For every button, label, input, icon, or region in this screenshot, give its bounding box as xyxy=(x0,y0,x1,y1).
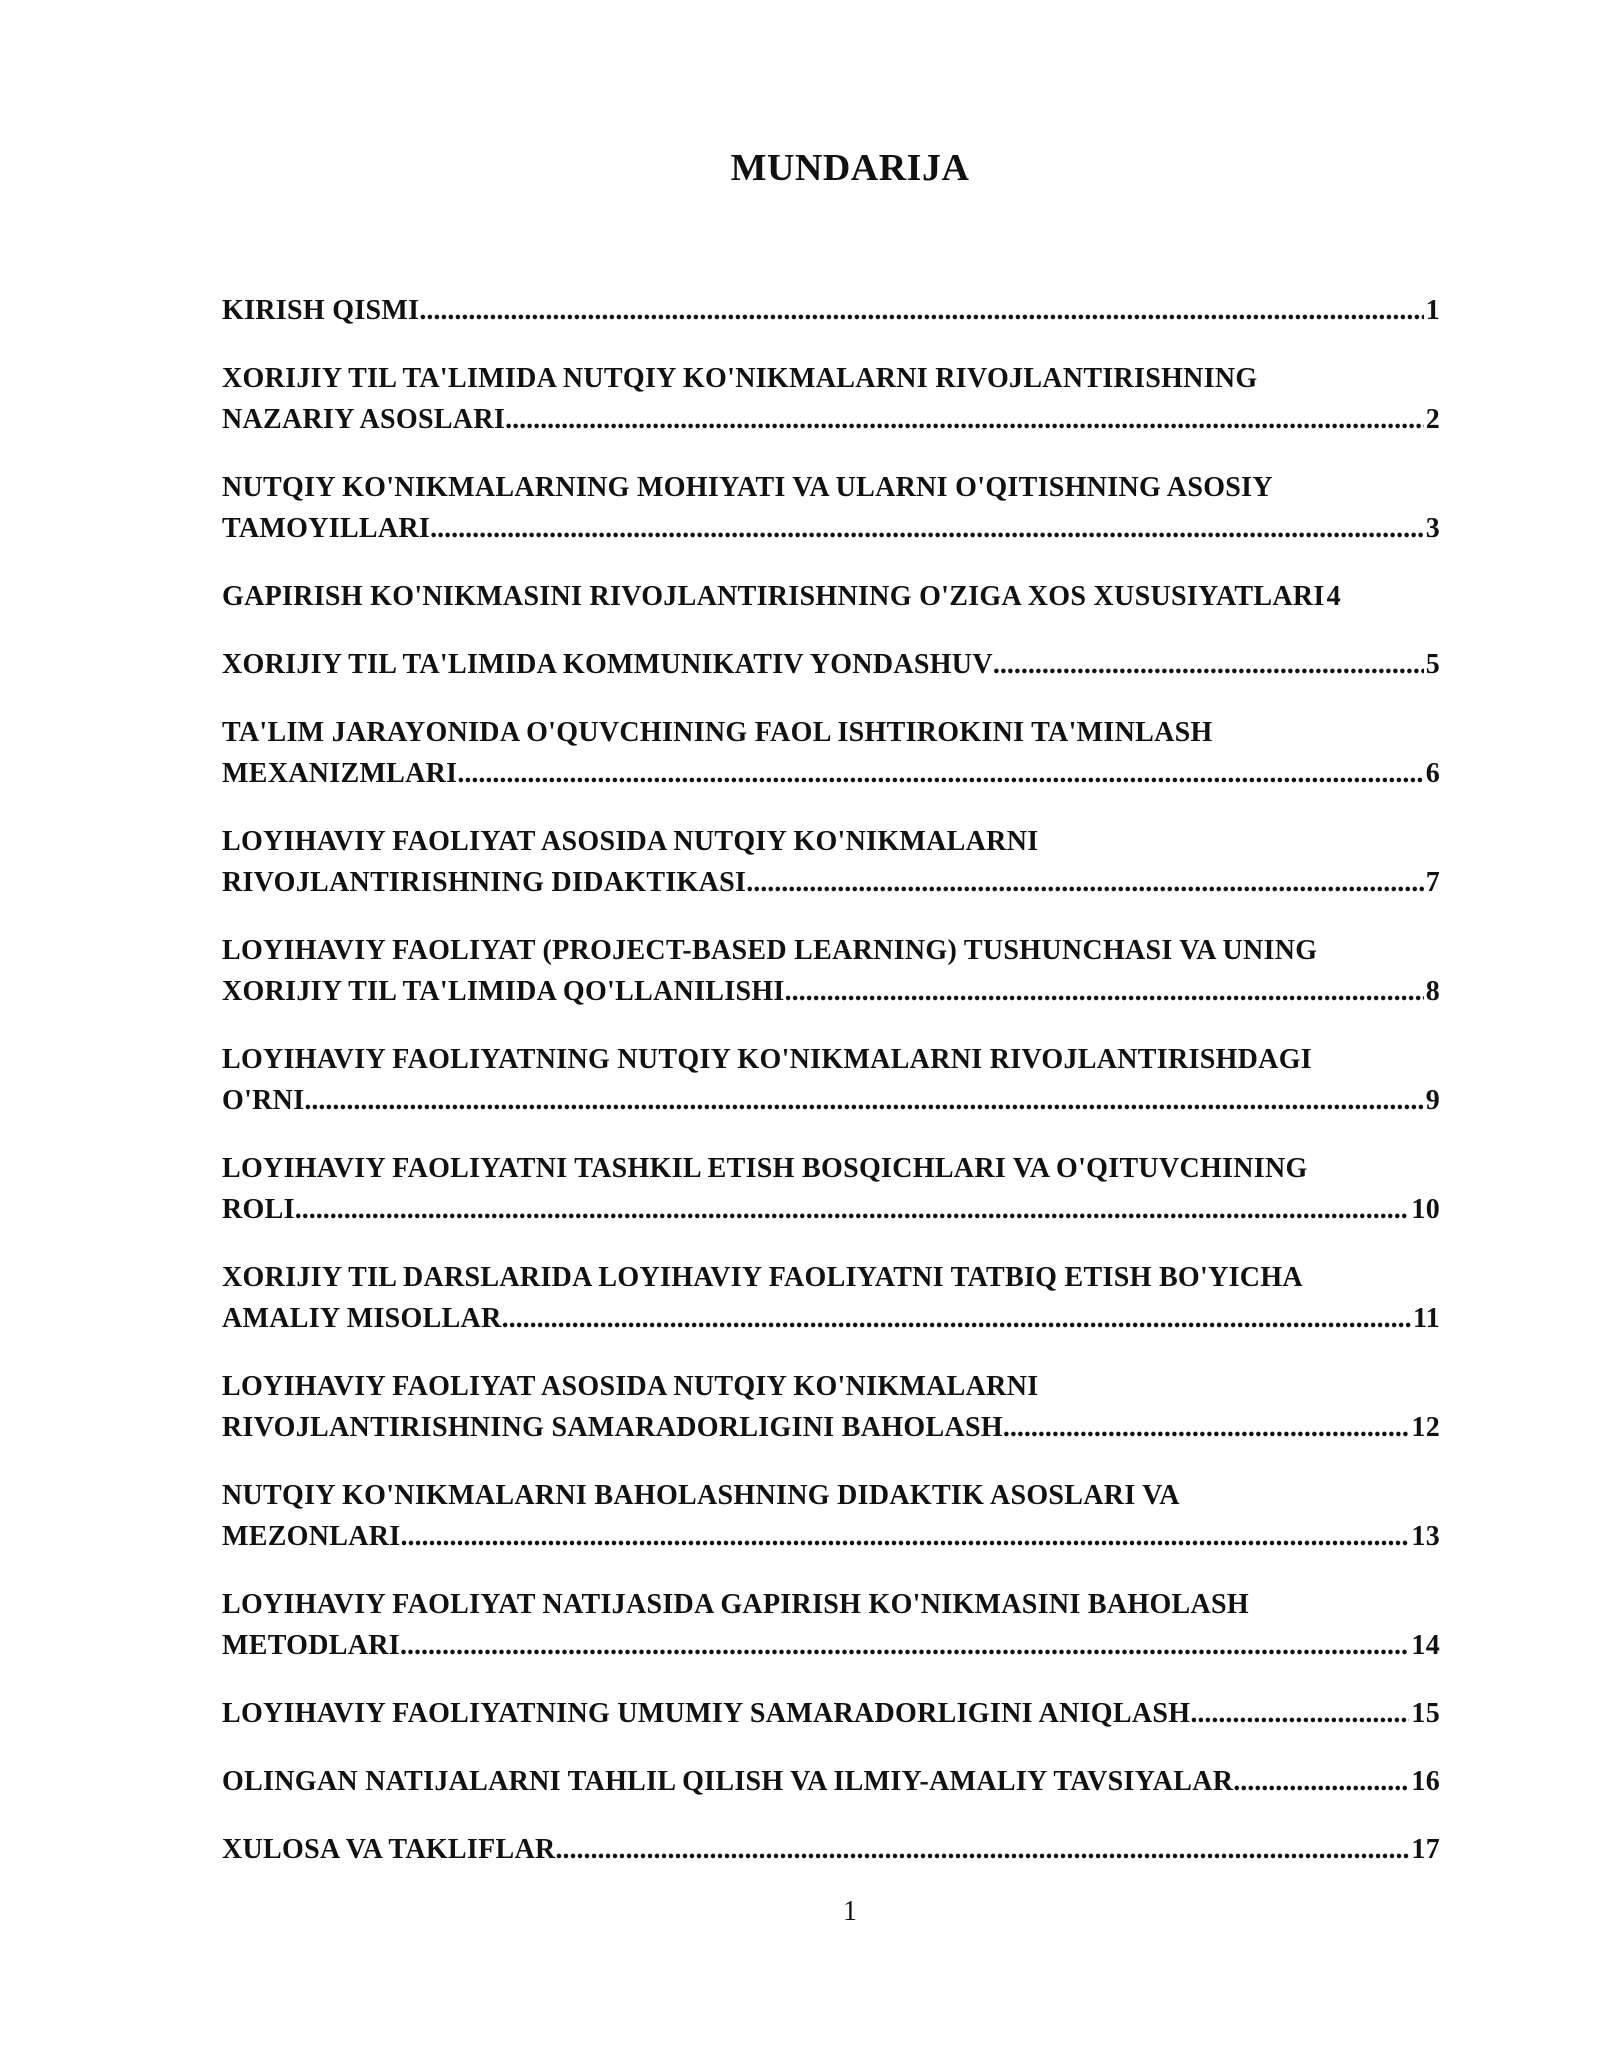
toc-entry-title-line: LOYIHAVIY FAOLIYATNI TASHKIL ETISH BOSQICHLARI VA O'QITUVCHINING xyxy=(222,1153,1308,1184)
toc-entry-final-line xyxy=(222,1693,1440,1734)
page-number: 1 xyxy=(843,1896,857,1927)
toc-leader-dots xyxy=(400,1625,1409,1666)
toc-entry-title-line: XORIJIY TIL TA'LIMIDA NUTQIY KO'NIKMALARNI RIVOJLANTIRISHNING xyxy=(222,363,1258,394)
toc-entry[interactable] xyxy=(222,1829,1440,1870)
toc-leader-dots xyxy=(785,971,1424,1012)
toc-entry-title-line: LOYIHAVIY FAOLIYAT ASOSIDA NUTQIY KO'NIKMALARNI xyxy=(222,826,1039,857)
toc-entry-title: GAPIRISH KO'NIKMASINI RIVOJLANTIRISHNING O'ZIGA XOS XUSUSIYATLARI xyxy=(222,581,1325,612)
toc-entry-title: AMALIY MISOLLAR xyxy=(222,1303,502,1334)
toc-entry[interactable] xyxy=(222,290,1440,331)
toc-page-number: 15 xyxy=(1411,1698,1440,1729)
toc-entry-title: RIVOJLANTIRISHNING DIDAKTIKASI xyxy=(222,867,747,898)
toc-entry[interactable] xyxy=(222,358,1440,440)
toc-leader-dots xyxy=(556,1829,1410,1870)
toc-entry-final-line xyxy=(222,1761,1440,1802)
toc-leader-dots xyxy=(505,399,1424,440)
toc-leader-dots xyxy=(419,290,1423,331)
toc-entry[interactable] xyxy=(222,1584,1440,1666)
toc-entry-final-line xyxy=(222,508,1440,549)
toc-leader-dots xyxy=(502,1298,1411,1339)
toc-entry-title-line: TA'LIM JARAYONIDA O'QUVCHINING FAOL ISHTIROKINI TA'MINLASH xyxy=(222,717,1213,748)
toc-page-number: 13 xyxy=(1411,1521,1440,1552)
toc-page-number: 3 xyxy=(1425,513,1440,544)
toc-entry-title: MEXANIZMLARI xyxy=(222,758,458,789)
toc-entry-title: XULOSA VA TAKLIFLAR xyxy=(222,1834,556,1865)
toc-entry-title-line: LOYIHAVIY FAOLIYATNING NUTQIY KO'NIKMALARNI RIVOJLANTIRISHDAGI xyxy=(222,1044,1312,1075)
toc-leader-dots xyxy=(304,1080,1423,1121)
toc-entry[interactable] xyxy=(222,1693,1440,1734)
toc-entry-title-line: LOYIHAVIY FAOLIYAT NATIJASIDA GAPIRISH KO'NIKMASINI BAHOLASH xyxy=(222,1589,1249,1620)
toc-entry-final-line xyxy=(222,1516,1440,1557)
toc-entry-final-line xyxy=(222,1189,1440,1230)
toc-leader-dots xyxy=(295,1189,1410,1230)
toc-entry-final-line xyxy=(222,862,1440,903)
toc-entry-final-line xyxy=(222,1298,1440,1339)
toc-entry-title-line: NUTQIY KO'NIKMALARNI BAHOLASHNING DIDAKTIK ASOSLARI VA xyxy=(222,1480,1180,1511)
toc-entry-title-line: LOYIHAVIY FAOLIYAT ASOSIDA NUTQIY KO'NIKMALARNI xyxy=(222,1371,1039,1402)
toc-entry[interactable] xyxy=(222,930,1440,1012)
toc-page-number: 12 xyxy=(1411,1412,1440,1443)
toc-leader-dots xyxy=(401,1516,1410,1557)
toc-entry-title-line: NUTQIY KO'NIKMALARNING MOHIYATI VA ULARNI O'QITISHNING ASOSIY xyxy=(222,472,1273,503)
toc-entry[interactable] xyxy=(222,712,1440,794)
toc-entry-final-line xyxy=(222,290,1440,331)
toc-entry-final-line xyxy=(222,644,1440,685)
toc-page-number: 6 xyxy=(1425,758,1440,789)
toc-page-number: 16 xyxy=(1411,1766,1440,1797)
toc-leader-dots xyxy=(1190,1693,1409,1734)
toc-page-number: 11 xyxy=(1412,1303,1440,1334)
toc-entry-title: XORIJIY TIL TA'LIMIDA KOMMUNIKATIV YONDASHUV xyxy=(222,649,993,680)
toc-leader-dots xyxy=(746,862,1423,903)
toc-entry-final-line xyxy=(222,576,1440,617)
toc-page-number: 8 xyxy=(1425,976,1440,1007)
toc-entry-final-line xyxy=(222,1080,1440,1121)
toc-page-number: 14 xyxy=(1411,1630,1440,1661)
toc-entry[interactable] xyxy=(222,1148,1440,1230)
toc-page-number: 10 xyxy=(1411,1194,1440,1225)
toc-entry-title-line: XORIJIY TIL DARSLARIDA LOYIHAVIY FAOLIYATNI TATBIQ ETISH BO'YICHA xyxy=(222,1262,1303,1293)
toc-entry[interactable] xyxy=(222,1761,1440,1802)
toc-entry-final-line xyxy=(222,971,1440,1012)
page-title: MUNDARIJA xyxy=(730,147,970,189)
toc-entry[interactable] xyxy=(222,1039,1440,1121)
toc-entry-title: METODLARI xyxy=(222,1630,400,1661)
table-of-contents xyxy=(222,290,1440,1897)
toc-page-number: 1 xyxy=(1425,295,1440,326)
toc-page-number: 2 xyxy=(1425,404,1440,435)
toc-entry[interactable] xyxy=(222,576,1440,617)
toc-entry-title: ROLI xyxy=(222,1194,295,1225)
toc-entry-final-line xyxy=(222,1625,1440,1666)
toc-page-number: 17 xyxy=(1411,1834,1440,1865)
toc-leader-dots xyxy=(993,644,1424,685)
toc-page-number: 5 xyxy=(1425,649,1440,680)
toc-page-number: 9 xyxy=(1425,1085,1440,1116)
toc-entry-title: KIRISH QISMI xyxy=(222,295,420,326)
toc-entry-title: MEZONLARI xyxy=(222,1521,401,1552)
toc-entry[interactable] xyxy=(222,1475,1440,1557)
toc-entry[interactable] xyxy=(222,1366,1440,1448)
toc-leader-dots xyxy=(430,508,1424,549)
toc-entry[interactable] xyxy=(222,821,1440,903)
toc-page-number: 7 xyxy=(1425,867,1440,898)
toc-entry-title: TAMOYILLARI xyxy=(222,513,431,544)
toc-entry-final-line xyxy=(222,1407,1440,1448)
toc-entry-title: NAZARIY ASOSLARI xyxy=(222,404,506,435)
toc-entry-title: O'RNI xyxy=(222,1085,305,1116)
toc-entry-title: LOYIHAVIY FAOLIYATNING UMUMIY SAMARADORLIGINI ANIQLASH xyxy=(222,1698,1191,1729)
toc-entry-title: OLINGAN NATIJALARNI TAHLIL QILISH VA ILMIY-AMALIY TAVSIYALAR xyxy=(222,1766,1234,1797)
toc-entry[interactable] xyxy=(222,467,1440,549)
toc-leader-dots xyxy=(1233,1761,1409,1802)
toc-entry-title-line: LOYIHAVIY FAOLIYAT (PROJECT-BASED LEARNING) TUSHUNCHASI VA UNING xyxy=(222,935,1318,966)
toc-entry-final-line xyxy=(222,1829,1440,1870)
toc-entry[interactable] xyxy=(222,644,1440,685)
toc-entry[interactable] xyxy=(222,1257,1440,1339)
toc-entry-title: RIVOJLANTIRISHNING SAMARADORLIGINI BAHOLASH xyxy=(222,1412,1003,1443)
toc-entry-final-line xyxy=(222,753,1440,794)
toc-page-number: 4 xyxy=(1326,581,1341,612)
toc-entry-title: XORIJIY TIL TA'LIMIDA QO'LLANILISHI xyxy=(222,976,785,1007)
toc-entry-final-line xyxy=(222,399,1440,440)
toc-leader-dots xyxy=(457,753,1423,794)
toc-leader-dots xyxy=(1003,1407,1409,1448)
